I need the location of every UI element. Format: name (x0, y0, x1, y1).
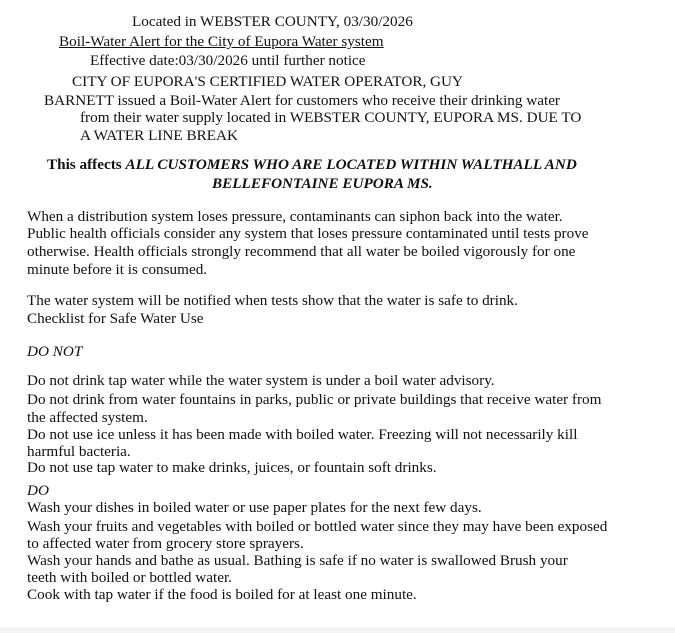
pressure-line-4: minute before it is consumed. (27, 261, 208, 278)
location-line: Located in WEBSTER COUNTY, 03/30/2026 (132, 13, 413, 30)
do-heading: DO (27, 482, 49, 499)
do-not-line: harmful bacteria. (27, 443, 131, 460)
do-not-line: Do not drink from water fountains in parks, public or private buildings that receive water from (27, 391, 602, 408)
intro-line-1: CITY OF EUPORA'S CERTIFIED WATER OPERATOR, GUY (72, 73, 463, 90)
pressure-line-1: When a distribution system loses pressure, contaminants can siphon back into the water. (27, 208, 563, 225)
affects-line-2: BELLEFONTAINE EUPORA MS. (212, 175, 433, 192)
intro-line-4: A WATER LINE BREAK (80, 127, 238, 144)
do-not-line: the affected system. (27, 409, 148, 426)
page-bottom-edge (0, 627, 675, 633)
intro-line-2: BARNETT issued a Boil-Water Alert for customers who receive their drinking water (44, 92, 560, 109)
do-not-line: Do not use ice unless it has been made with boiled water. Freezing will not necessarily kill (27, 426, 578, 443)
do-not-heading: DO NOT (27, 343, 83, 360)
effective-date-line: Effective date:03/30/2026 until further notice (90, 52, 366, 69)
intro-line-3: from their water supply located in WEBSTER COUNTY, EUPORA MS. DUE TO (80, 109, 582, 126)
do-line: Wash your hands and bathe as usual. Bathing is safe if no water is swallowed Brush your (27, 552, 568, 569)
do-line: to affected water from grocery store sprayers. (27, 535, 304, 552)
alert-title: Boil-Water Alert for the City of Eupora Water system (59, 33, 384, 50)
affects-line-1 (47, 156, 577, 173)
do-line: teeth with boiled or bottled water. (27, 569, 232, 586)
do-not-line: Do not drink tap water while the water system is under a boil water advisory. (27, 372, 495, 389)
do-not-line: Do not use tap water to make drinks, juices, or fountain soft drinks. (27, 459, 437, 476)
affects-prefix: This affects (47, 156, 126, 173)
do-line: Wash your dishes in boiled water or use paper plates for the next few days. (27, 499, 482, 516)
pressure-line-3: otherwise. Health officials strongly recommend that all water be boiled vigorously for one (27, 243, 576, 260)
do-line: Cook with tap water if the food is boiled for at least one minute. (27, 586, 417, 603)
do-line: Wash your fruits and vegetables with boiled or bottled water since they may have been exposed (27, 518, 608, 535)
notify-line: The water system will be notified when tests show that the water is safe to drink. (27, 292, 518, 309)
affects-area-1: ALL CUSTOMERS WHO ARE LOCATED WITHIN WALTHALL AND (125, 156, 577, 173)
checklist-title: Checklist for Safe Water Use (27, 310, 204, 327)
pressure-line-2: Public health officials consider any system that loses pressure contaminated until tests prove (27, 225, 589, 242)
